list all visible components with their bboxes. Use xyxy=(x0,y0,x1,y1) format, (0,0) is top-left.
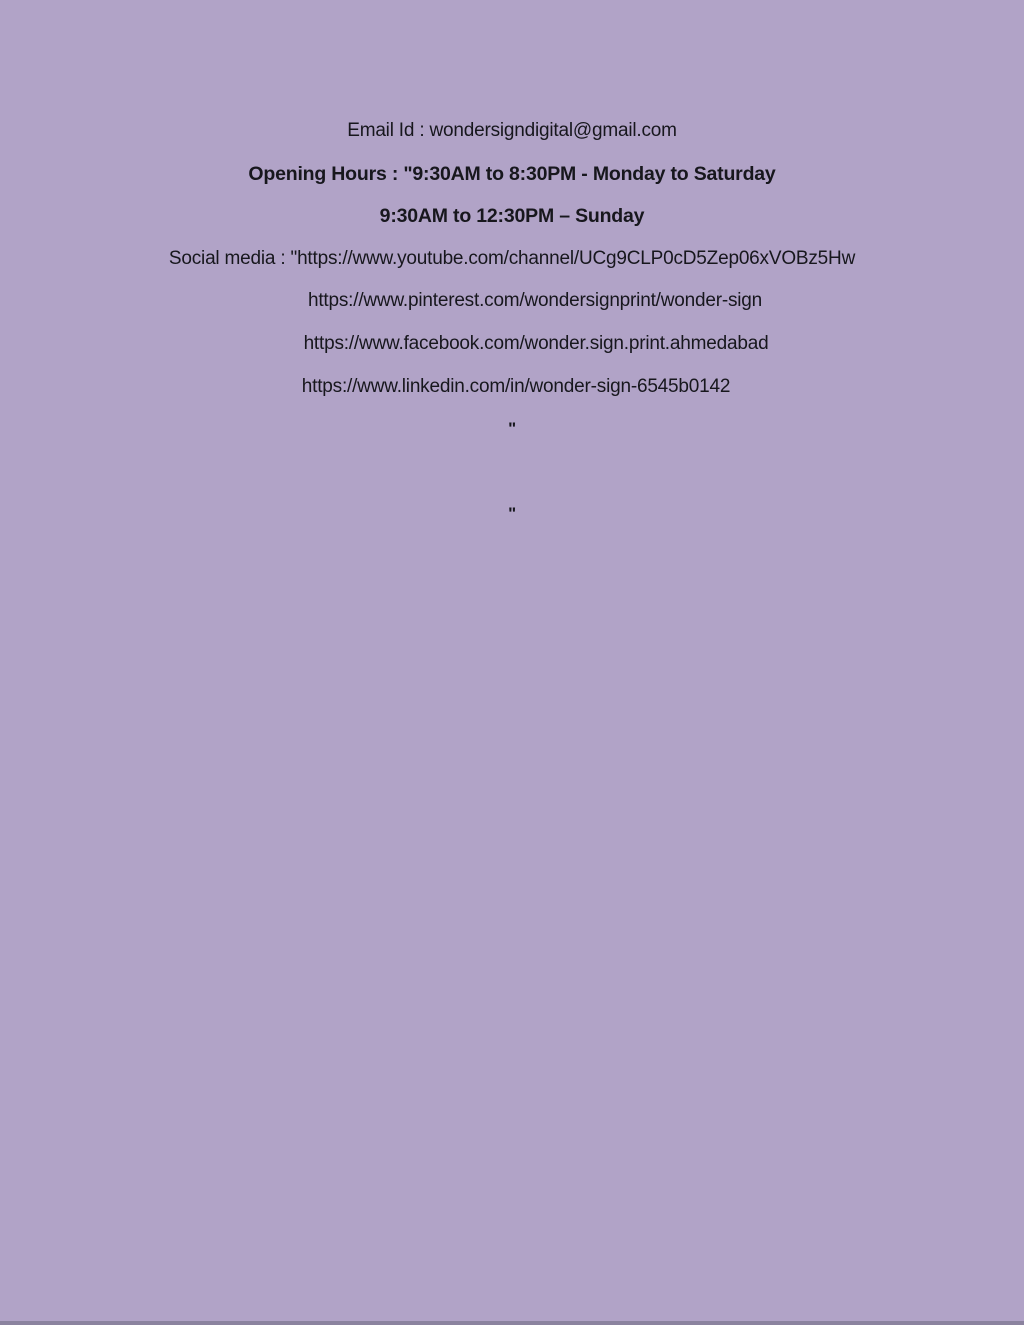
linkedin-url-line: https://www.linkedin.com/in/wonder-sign-6545b0142 xyxy=(301,375,731,397)
opening-hours-line-weekdays: Opening Hours : "9:30AM to 8:30PM - Monday to Saturday xyxy=(248,162,776,185)
email-line: Email Id : wondersigndigital@gmail.com xyxy=(347,120,677,141)
contact-info-block xyxy=(0,110,1024,536)
opening-hours-line-sunday: 9:30AM to 12:30PM – Sunday xyxy=(379,205,645,228)
pinterest-url-line: https://www.pinterest.com/wondersignprint/wonder-sign xyxy=(307,290,763,312)
stray-quote-mark-2: " xyxy=(508,504,516,524)
slide-bottom-edge xyxy=(0,1321,1024,1325)
social-media-youtube-line: Social media : "https://www.youtube.com/channel/UCg9CLP0cD5Zep06xVOBz5Hw xyxy=(168,247,856,269)
facebook-url-line: https://www.facebook.com/wonder.sign.print.ahmedabad xyxy=(303,332,769,354)
stray-quote-mark-1: " xyxy=(508,419,516,439)
